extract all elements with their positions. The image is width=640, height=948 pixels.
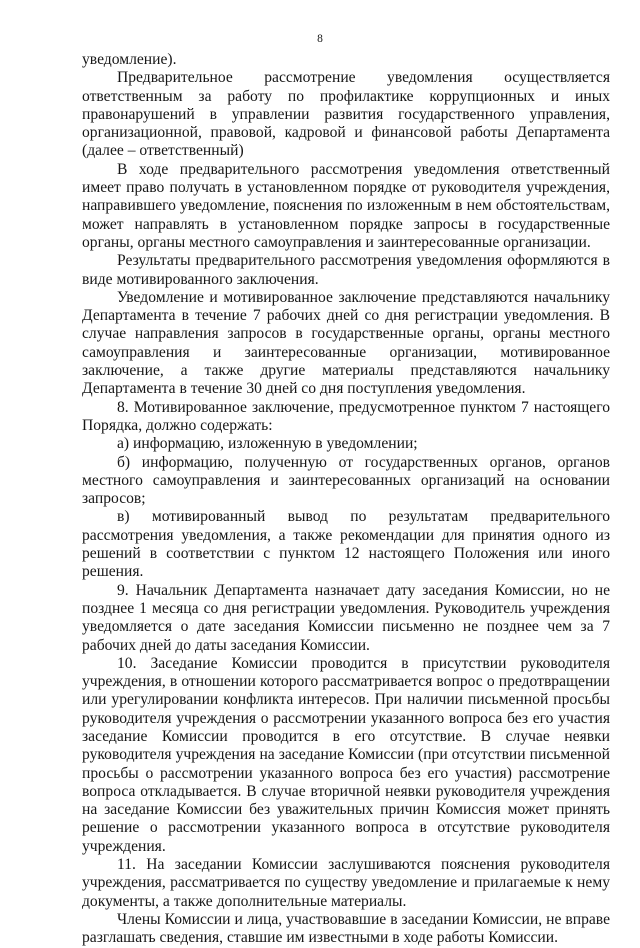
paragraph-item-8a: а) информацию, изложенную в уведомлении; (117, 435, 418, 453)
paragraph-preliminary-review: Предварительное рассмотрение уведомления осуществляется ответственным за работу по профилактике коррупционных и иных правонарушений в управлении развития государственного управления, организационной, правовой, кадровой и финансовой работы Департамента (далее – ответственный) (82, 69, 610, 160)
paragraph-review-results: Результаты предварительного рассмотрения уведомления оформляются в виде мотивированного заключения. (82, 252, 610, 288)
paragraph-item-8c: в) мотивированный вывод по результатам предварительного рассмотрения уведомления, а также рекомендации для принятия одного из решений в соответствии с пунктом 12 настоящего Положения или иного решения. (82, 508, 610, 581)
paragraph-item-10: 10. Заседание Комиссии проводится в присутствии руководителя учреждения, в отношении которого рассматривается вопрос о предотвращении или урегулировании конфликта интересов. При наличии письменной просьбы руководителя учреждения о рассмотрении указанного вопроса без его участия заседание Комиссии проводится в его отсутствие. В случае неявки руководителя учреждения на заседание Комиссии (при отсутствии письменной просьбы о рассмотрении указанного вопроса без его участия) рассмотрение вопроса откладывается. В случае вторичной неявки руководителя учреждения на заседание Комиссии без уважительных причин Комиссия может принять решение о рассмотрении указанного вопроса в отсутствие руководителя учреждения. (82, 654, 610, 855)
paragraph-item-8b: б) информацию, полученную от государственных органов, органов местного самоуправления и заинтересованных организаций на основании запросов; (82, 453, 610, 508)
paragraph-item-11: 11. На заседании Комиссии заслушиваются пояснения руководителя учреждения, рассматривается по существу уведомление и прилагаемые к нему документы, а также дополнительные материалы. (82, 856, 610, 910)
paragraph-item-8: 8. Мотивированное заключение, предусмотренное пунктом 7 настоящего Порядка, должно содержать: (82, 398, 610, 434)
paragraph-item-9: 9. Начальник Департамента назначает дату заседания Комиссии, но не позднее 1 месяца со дня регистрации уведомления. Руководитель учреждения уведомляется о дате заседания Комиссии письменно не позднее чем за 7 рабочих дней до даты заседания Комиссии. (82, 581, 610, 654)
paragraph-review-rights: В ходе предварительного рассмотрения уведомления ответственный имеет право получать в установленном порядке от руководителя учреждения, направившего уведомление, пояснения по изложенным в нем обстоятельствам, может направлять в установленном порядке запросы в государственные органы, органы местного самоуправления и заинтересованные организации. (82, 160, 610, 251)
page-number: 8 (317, 33, 323, 45)
paragraph-confidentiality: Члены Комиссии и лица, участвовавшие в заседании Комиссии, не вправе разглашать сведения, ставшие им известными в ходе работы Комиссии. (82, 910, 610, 947)
document-body (82, 51, 610, 948)
paragraph-continuation: уведомление). (82, 51, 177, 68)
paragraph-submission-deadline: Уведомление и мотивированное заключение представляются начальнику Департамента в течение 7 рабочих дней со дня регистрации уведомления. В случае направления запросов в государственные органы, органы местного самоуправления и заинтересованные организации, мотивированное заключение, а также другие материалы представляются начальнику Департамента в течение 30 дней со дня поступления уведомления. (82, 288, 610, 398)
